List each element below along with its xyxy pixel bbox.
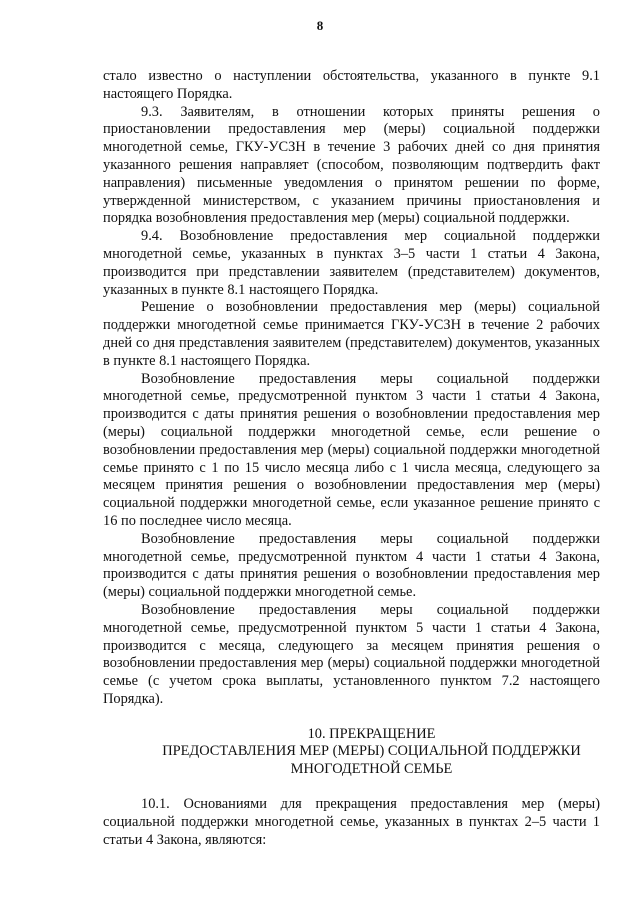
paragraph-resumption-point-5: Возобновление предоставления меры социальной поддержки многодетной семье, предусмотренной пунктом 5 части 1 статьи 4 Закона, производится с месяца, следующего за месяцем принятия решения о возобновлении предоставления мер (меры) социальной поддержки многодетной семье (с учетом срока выплаты, установленного пунктом 7.2 настоящего Порядка). — [103, 601, 600, 707]
paragraph-resumption-point-3: Возобновление предоставления меры социальной поддержки многодетной семье, предусмотренной пунктом 3 части 1 статьи 4 Закона, производится с даты принятия решения о возобновлении предоставления мер (меры) социальной поддержки многодетной семье, если решение о возобновлении предоставления мер (меры) социальной поддержки многодетной семье принято с 1 по 15 число месяца либо с 1 числа месяца, следующего за месяцем принятия решения о возобновлении предоставления мер (меры) социальной поддержки многодетной семье, если указанное решение принято с 16 по последнее число месяца. — [103, 370, 600, 529]
section-heading — [103, 726, 600, 779]
page-number: 8 — [316, 18, 324, 33]
paragraph-10-1: 10.1. Основаниями для прекращения предоставления мер (меры) социальной поддержки многодетной семье, указанных в пунктах 2–5 части 1 статьи 4 Закона, являются: — [103, 796, 600, 848]
paragraph-9-4: 9.4. Возобновление предоставления мер социальной поддержки многодетной семье, указанных в пунктах 3–5 части 1 статьи 4 Закона, производится при представлении заявителем (представителем) документов, указанных в пункте 8.1 настоящего Порядка. — [103, 228, 600, 298]
paragraph-9-3: 9.3. Заявителям, в отношении которых приняты решения о приостановлении предоставления мер (меры) социальной поддержки многодетной семье, ГКУ-УСЗН в течение 3 рабочих дней со дня принятия указанного решения направляет (способом, позволяющим подтвердить факт направления) письменные уведомления о принятом решении по форме, утвержденной министерством, с указанием причины приостановления и порядка возобновления предоставления мер (меры) социальной поддержки. — [103, 103, 600, 227]
section-heading-line-2: ПРЕДОСТАВЛЕНИЯ МЕР (МЕРЫ) СОЦИАЛЬНОЙ ПОДДЕРЖКИ — [162, 743, 581, 760]
section-heading-line-1: 10. ПРЕКРАЩЕНИЕ — [307, 725, 436, 742]
paragraph-resumption-point-4: Возобновление предоставления меры социальной поддержки многодетной семье, предусмотренной пунктом 4 части 1 статьи 4 Закона, производится с даты принятия решения о возобновлении предоставления мер (меры) социальной поддержки многодетной семье. — [103, 530, 600, 601]
paragraph-continuation: стало известно о наступлении обстоятельства, указанного в пункте 9.1 настоящего Порядка. — [103, 68, 600, 102]
section-heading-line-3: МНОГОДЕТНОЙ СЕМЬЕ — [290, 761, 453, 778]
paragraph-decision: Решение о возобновлении предоставления мер (меры) социальной поддержки многодетной семье принимается ГКУ-УСЗН в течение 2 рабочих дней со дня представления заявителем (представителем) документов, указанных в пункте 8.1 настоящего Порядка. — [103, 299, 600, 369]
document-body — [103, 68, 600, 849]
